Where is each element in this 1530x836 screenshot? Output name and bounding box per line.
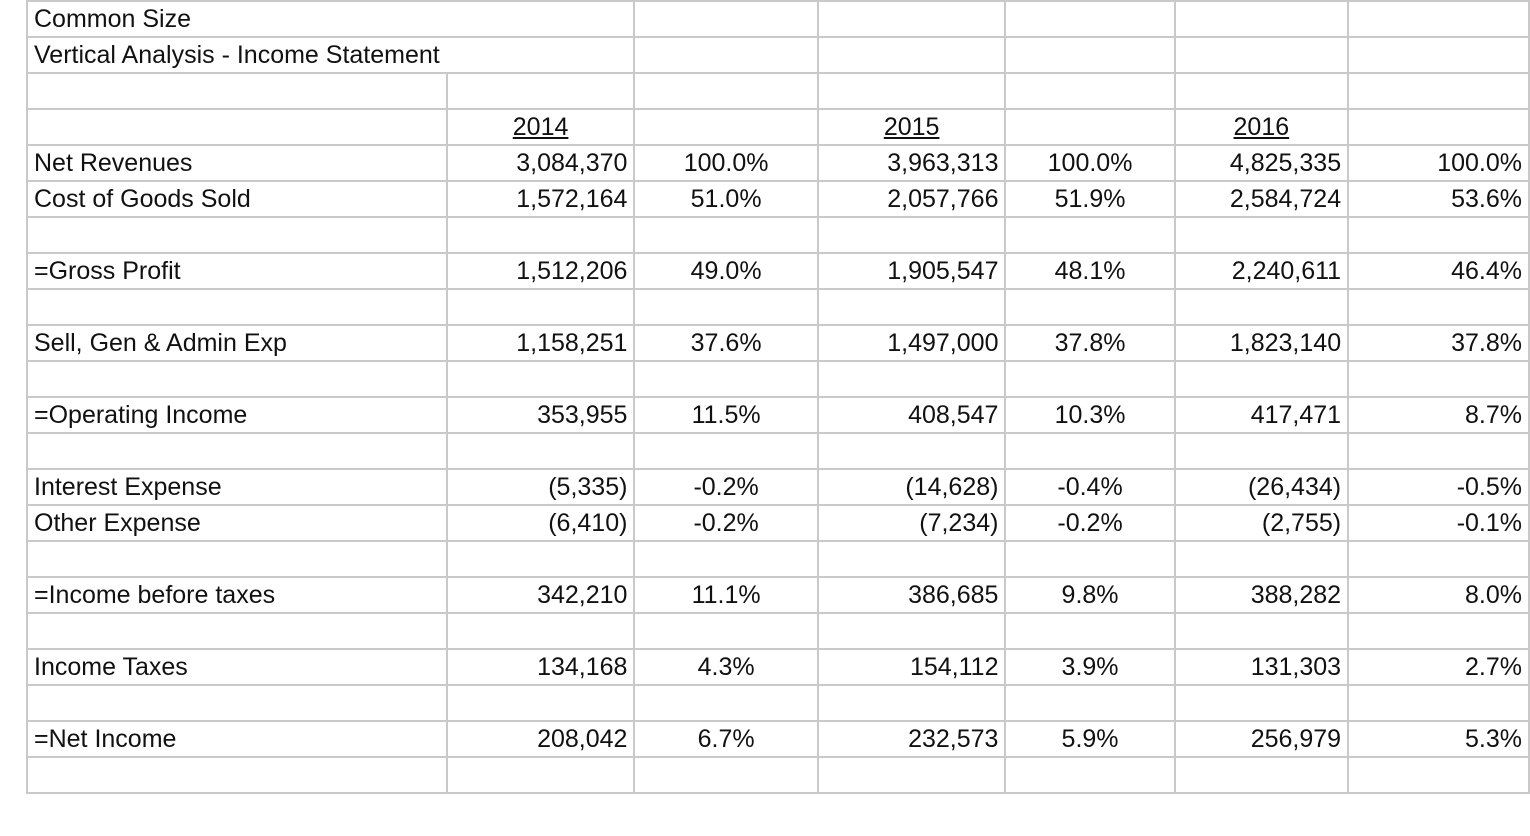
empty-cell[interactable] xyxy=(634,685,817,721)
value-2016[interactable]: 256,979 xyxy=(1175,721,1348,757)
value-2015[interactable]: 232,573 xyxy=(818,721,1006,757)
value-2014[interactable]: (6,410) xyxy=(447,505,635,541)
empty-cell[interactable] xyxy=(818,433,1006,469)
value-2016[interactable]: (2,755) xyxy=(1175,505,1348,541)
empty-cell[interactable] xyxy=(447,37,635,73)
empty-cell[interactable] xyxy=(1005,541,1174,577)
empty-cell[interactable] xyxy=(634,757,817,793)
empty-cell[interactable] xyxy=(1348,361,1529,397)
blank-row xyxy=(27,289,1529,325)
empty-cell[interactable] xyxy=(1005,37,1174,73)
empty-cell[interactable] xyxy=(1005,109,1174,145)
empty-cell[interactable] xyxy=(1175,757,1348,793)
percent-2014[interactable]: 4.3% xyxy=(634,649,817,685)
percent-2014[interactable]: -0.2% xyxy=(634,505,817,541)
row-label[interactable]: =Operating Income xyxy=(27,397,447,433)
row-net-revenues xyxy=(27,145,1529,181)
row-label[interactable]: Other Expense xyxy=(27,505,447,541)
percent-2016[interactable]: -0.5% xyxy=(1348,469,1529,505)
row-label[interactable]: Cost of Goods Sold xyxy=(27,181,447,217)
value-2016[interactable]: 388,282 xyxy=(1175,577,1348,613)
empty-cell[interactable] xyxy=(1175,541,1348,577)
empty-cell[interactable] xyxy=(1348,757,1529,793)
percent-2014[interactable]: 11.5% xyxy=(634,397,817,433)
empty-cell[interactable] xyxy=(1348,1,1529,37)
empty-cell[interactable] xyxy=(818,757,1006,793)
row-income-taxes xyxy=(27,649,1529,685)
empty-cell[interactable] xyxy=(818,37,1006,73)
empty-cell[interactable] xyxy=(634,217,817,253)
empty-cell[interactable] xyxy=(1348,541,1529,577)
row-label[interactable]: Sell, Gen & Admin Exp xyxy=(27,325,447,361)
percent-2015[interactable]: 3.9% xyxy=(1005,649,1174,685)
row-operating-income xyxy=(27,397,1529,433)
row-gross-profit xyxy=(27,253,1529,289)
percent-2015[interactable]: 37.8% xyxy=(1005,325,1174,361)
empty-cell[interactable] xyxy=(1005,1,1174,37)
year-header-2015[interactable]: 2015 xyxy=(818,109,1006,145)
empty-cell[interactable] xyxy=(1348,73,1529,109)
percent-2016[interactable]: 100.0% xyxy=(1348,145,1529,181)
empty-cell[interactable] xyxy=(1348,613,1529,649)
empty-cell[interactable] xyxy=(27,685,447,721)
empty-cell[interactable] xyxy=(447,613,635,649)
value-2015[interactable]: (14,628) xyxy=(818,469,1006,505)
empty-cell[interactable] xyxy=(818,289,1006,325)
value-2015[interactable]: 386,685 xyxy=(818,577,1006,613)
value-2015[interactable]: 3,963,313 xyxy=(818,145,1006,181)
empty-cell[interactable] xyxy=(634,73,817,109)
empty-cell[interactable] xyxy=(27,613,447,649)
value-2016[interactable]: (26,434) xyxy=(1175,469,1348,505)
percent-2014[interactable]: -0.2% xyxy=(634,469,817,505)
empty-cell[interactable] xyxy=(1005,433,1174,469)
empty-cell[interactable] xyxy=(27,217,447,253)
blank-row xyxy=(27,685,1529,721)
percent-2014[interactable]: 6.7% xyxy=(634,721,817,757)
empty-cell[interactable] xyxy=(634,37,817,73)
percent-2015[interactable]: 5.9% xyxy=(1005,721,1174,757)
percent-2015[interactable]: 48.1% xyxy=(1005,253,1174,289)
value-2014[interactable]: 134,168 xyxy=(447,649,635,685)
percent-2016[interactable]: 2.7% xyxy=(1348,649,1529,685)
value-2016[interactable]: 1,823,140 xyxy=(1175,325,1348,361)
value-2016[interactable]: 2,584,724 xyxy=(1175,181,1348,217)
value-2014[interactable]: 1,572,164 xyxy=(447,181,635,217)
empty-cell[interactable] xyxy=(1348,37,1529,73)
empty-cell[interactable] xyxy=(1348,109,1529,145)
year-header-row xyxy=(27,109,1529,145)
percent-2016[interactable]: 46.4% xyxy=(1348,253,1529,289)
value-2016[interactable]: 417,471 xyxy=(1175,397,1348,433)
empty-cell[interactable] xyxy=(27,541,447,577)
empty-cell[interactable] xyxy=(447,217,635,253)
row-label[interactable]: =Net Income xyxy=(27,721,447,757)
value-2014[interactable]: 1,158,251 xyxy=(447,325,635,361)
empty-cell[interactable] xyxy=(1005,73,1174,109)
empty-cell[interactable] xyxy=(1348,217,1529,253)
empty-cell[interactable] xyxy=(818,1,1006,37)
empty-cell[interactable] xyxy=(1175,685,1348,721)
empty-cell[interactable] xyxy=(818,613,1006,649)
empty-cell[interactable] xyxy=(447,289,635,325)
empty-cell[interactable] xyxy=(1175,433,1348,469)
sheet-subtitle[interactable]: Vertical Analysis - Income Statement xyxy=(27,37,447,73)
value-2015[interactable]: (7,234) xyxy=(818,505,1006,541)
empty-cell[interactable] xyxy=(27,757,447,793)
empty-cell[interactable] xyxy=(634,541,817,577)
percent-2014[interactable]: 49.0% xyxy=(634,253,817,289)
empty-cell[interactable] xyxy=(447,541,635,577)
row-label[interactable]: Income Taxes xyxy=(27,649,447,685)
empty-cell[interactable] xyxy=(1175,1,1348,37)
empty-cell[interactable] xyxy=(27,73,447,109)
row-other-expense xyxy=(27,505,1529,541)
value-2015[interactable]: 1,905,547 xyxy=(818,253,1006,289)
empty-cell[interactable] xyxy=(27,361,447,397)
percent-2015[interactable]: -0.4% xyxy=(1005,469,1174,505)
sheet-title[interactable]: Common Size xyxy=(27,1,447,37)
empty-cell[interactable] xyxy=(27,109,447,145)
empty-cell[interactable] xyxy=(1005,217,1174,253)
value-2015[interactable]: 154,112 xyxy=(818,649,1006,685)
empty-cell[interactable] xyxy=(1348,433,1529,469)
empty-cell[interactable] xyxy=(1005,289,1174,325)
value-2014[interactable]: 3,084,370 xyxy=(447,145,635,181)
percent-2016[interactable]: 5.3% xyxy=(1348,721,1529,757)
value-2014[interactable]: 342,210 xyxy=(447,577,635,613)
empty-cell[interactable] xyxy=(818,361,1006,397)
empty-cell[interactable] xyxy=(1175,73,1348,109)
empty-cell[interactable] xyxy=(1005,613,1174,649)
empty-cell[interactable] xyxy=(1348,685,1529,721)
value-2015[interactable]: 408,547 xyxy=(818,397,1006,433)
blank-row xyxy=(27,613,1529,649)
empty-cell[interactable] xyxy=(1005,685,1174,721)
percent-2014[interactable]: 11.1% xyxy=(634,577,817,613)
empty-cell[interactable] xyxy=(1175,613,1348,649)
row-label[interactable]: Net Revenues xyxy=(27,145,447,181)
value-2016[interactable]: 131,303 xyxy=(1175,649,1348,685)
percent-2014[interactable]: 100.0% xyxy=(634,145,817,181)
empty-cell[interactable] xyxy=(1005,757,1174,793)
empty-cell[interactable] xyxy=(27,289,447,325)
percent-2016[interactable]: 8.0% xyxy=(1348,577,1529,613)
empty-cell[interactable] xyxy=(634,433,817,469)
empty-cell[interactable] xyxy=(447,433,635,469)
empty-cell[interactable] xyxy=(818,217,1006,253)
percent-2015[interactable]: -0.2% xyxy=(1005,505,1174,541)
percent-2015[interactable]: 9.8% xyxy=(1005,577,1174,613)
empty-cell[interactable] xyxy=(634,361,817,397)
row-label[interactable]: Interest Expense xyxy=(27,469,447,505)
percent-2016[interactable]: 53.6% xyxy=(1348,181,1529,217)
empty-cell[interactable] xyxy=(1005,361,1174,397)
row-income-before-taxes xyxy=(27,577,1529,613)
empty-cell[interactable] xyxy=(1175,217,1348,253)
empty-cell[interactable] xyxy=(1348,289,1529,325)
percent-2015[interactable]: 100.0% xyxy=(1005,145,1174,181)
row-label[interactable]: =Gross Profit xyxy=(27,253,447,289)
percent-2016[interactable]: 37.8% xyxy=(1348,325,1529,361)
blank-row xyxy=(27,73,1529,109)
row-interest-expense xyxy=(27,469,1529,505)
empty-cell[interactable] xyxy=(1175,37,1348,73)
empty-cell[interactable] xyxy=(1175,289,1348,325)
value-2015[interactable]: 2,057,766 xyxy=(818,181,1006,217)
empty-cell[interactable] xyxy=(1175,361,1348,397)
empty-cell[interactable] xyxy=(27,433,447,469)
blank-row xyxy=(27,217,1529,253)
value-2014[interactable]: (5,335) xyxy=(447,469,635,505)
empty-cell[interactable] xyxy=(447,1,635,37)
value-2014[interactable]: 1,512,206 xyxy=(447,253,635,289)
percent-2015[interactable]: 10.3% xyxy=(1005,397,1174,433)
row-cost-of-goods-sold xyxy=(27,181,1529,217)
row-sga-expense xyxy=(27,325,1529,361)
year-header-2016[interactable]: 2016 xyxy=(1175,109,1348,145)
empty-cell[interactable] xyxy=(634,1,817,37)
percent-2014[interactable]: 51.0% xyxy=(634,181,817,217)
value-2016[interactable]: 4,825,335 xyxy=(1175,145,1348,181)
percent-2016[interactable]: -0.1% xyxy=(1348,505,1529,541)
empty-cell[interactable] xyxy=(447,361,635,397)
empty-cell[interactable] xyxy=(447,685,635,721)
value-2014[interactable]: 353,955 xyxy=(447,397,635,433)
value-2015[interactable]: 1,497,000 xyxy=(818,325,1006,361)
empty-cell[interactable] xyxy=(818,73,1006,109)
empty-cell[interactable] xyxy=(818,685,1006,721)
year-header-2014[interactable]: 2014 xyxy=(447,109,635,145)
title-row xyxy=(27,1,1529,37)
percent-2015[interactable]: 51.9% xyxy=(1005,181,1174,217)
value-2016[interactable]: 2,240,611 xyxy=(1175,253,1348,289)
blank-row xyxy=(27,757,1529,793)
row-net-income xyxy=(27,721,1529,757)
empty-cell[interactable] xyxy=(447,757,635,793)
percent-2014[interactable]: 37.6% xyxy=(634,325,817,361)
empty-cell[interactable] xyxy=(818,541,1006,577)
row-label[interactable]: =Income before taxes xyxy=(27,577,447,613)
empty-cell[interactable] xyxy=(447,73,635,109)
blank-row xyxy=(27,361,1529,397)
percent-2016[interactable]: 8.7% xyxy=(1348,397,1529,433)
empty-cell[interactable] xyxy=(634,289,817,325)
subtitle-row xyxy=(27,37,1529,73)
blank-row xyxy=(27,541,1529,577)
blank-row xyxy=(27,433,1529,469)
empty-cell[interactable] xyxy=(634,613,817,649)
income-statement-sheet xyxy=(26,0,1530,794)
empty-cell[interactable] xyxy=(634,109,817,145)
value-2014[interactable]: 208,042 xyxy=(447,721,635,757)
